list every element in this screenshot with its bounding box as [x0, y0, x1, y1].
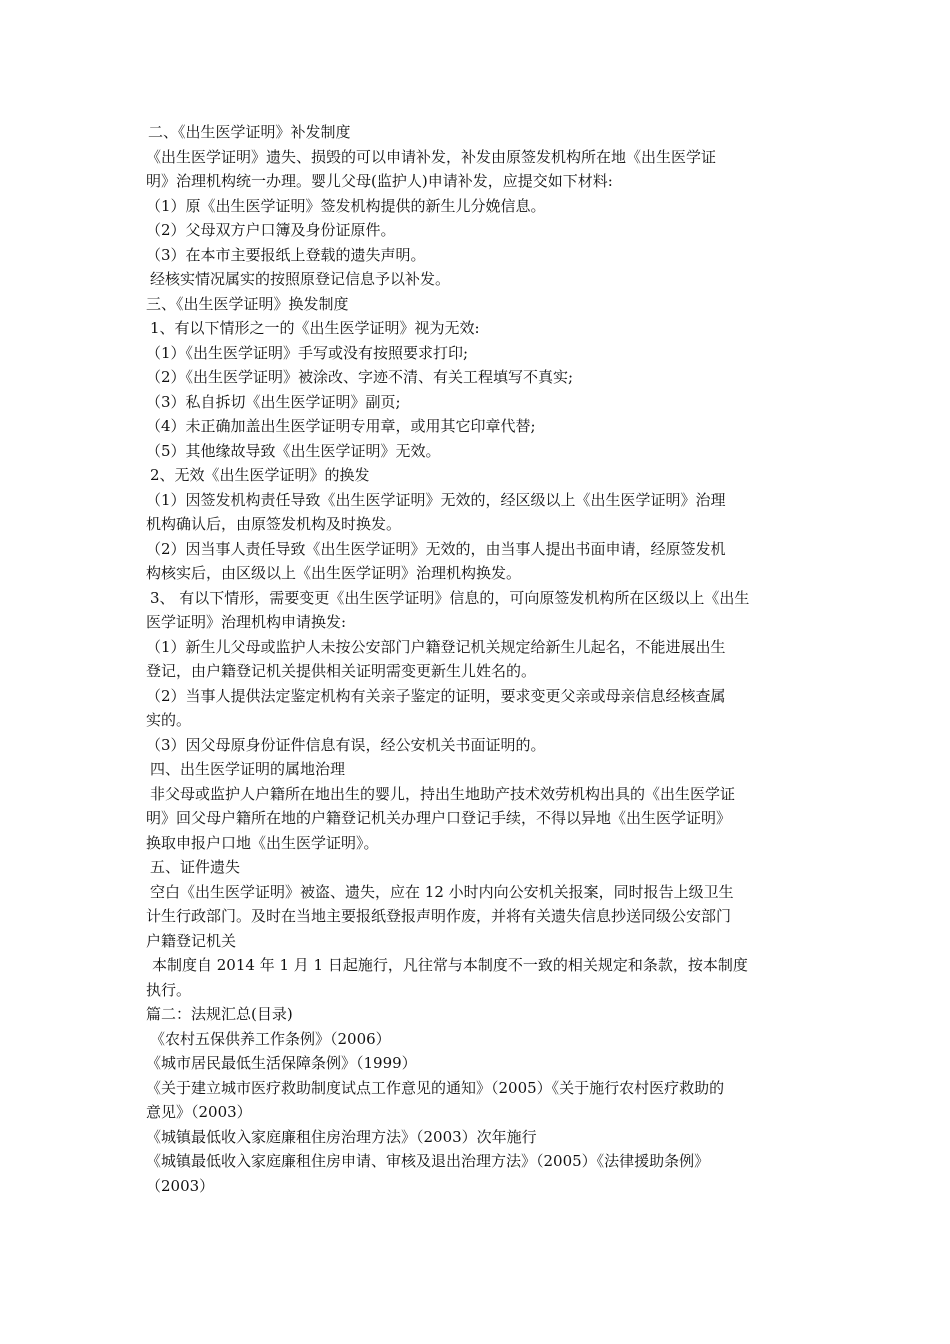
- subheading: 2、无效《出生医学证明》的换发: [150, 466, 370, 484]
- text-line: 实的。: [146, 711, 192, 729]
- text-line: 本制度自 2014 年 1 月 1 日起施行，凡往常与本制度不一致的相关规定和条款，按本制度: [152, 956, 748, 974]
- text-line: 登记，由户籍登记机关提供相关证明需变更新生儿姓名的。: [146, 662, 537, 680]
- list-item: （1）《出生医学证明》手写或没有按照要求打印;: [146, 343, 469, 362]
- section-heading-5: 五、证件遗失: [150, 858, 241, 876]
- text-line: 明》回父母户籍所在地的户籍登记机关办理户口登记手续，不得以异地《出生医学证明》: [146, 809, 732, 827]
- document-body: [146, 120, 810, 1198]
- section-heading-3: 三、《出生医学证明》换发制度: [146, 294, 349, 313]
- article-heading: 篇二：法规汇总(目录): [146, 1005, 293, 1023]
- list-item: （1）因签发机构责任导致《出生医学证明》无效的，经区级以上《出生医学证明》治理: [146, 490, 726, 509]
- list-item: （2）《出生医学证明》被涂改、字迹不清、有关工程填写不真实;: [146, 368, 574, 386]
- text-line: 医学证明》治理机构申请换发:: [146, 613, 347, 631]
- section-heading-4: 四、出生医学证明的属地治理: [150, 760, 346, 778]
- list-item: （3）因父母原身份证件信息有误，经公安机关书面证明的。: [146, 735, 546, 754]
- text-line: 换取申报户口地《出生医学证明》。: [146, 833, 379, 852]
- text-line: 《出生医学证明》遗失、损毁的可以申请补发，补发由原签发机构所在地《出生医学证: [146, 147, 717, 166]
- list-item: （2）因当事人责任导致《出生医学证明》无效的，由当事人提出书面申请，经原签发机: [146, 539, 726, 558]
- regulation-item: 《城市居民最低生活保障条例》（1999）: [146, 1054, 417, 1072]
- text-line: 执行。: [146, 980, 192, 999]
- text-line: 经核实情况属实的按照原登记信息予以补发。: [150, 270, 451, 288]
- subheading: 3、 有以下情形，需要变更《出生医学证明》信息的，可向原签发机构所在区级以上《出生: [150, 588, 750, 607]
- text-line: 计生行政部门。及时在当地主要报纸登报声明作废，并将有关遗失信息抄送同级公安部门: [146, 907, 732, 925]
- text-line: 空白《出生医学证明》被盗、遗失，应在 12 小时内向公安机关报案，同时报告上级卫生: [150, 882, 734, 901]
- text-line: 意见》（2003）: [146, 1103, 252, 1121]
- list-item: （3）在本市主要报纸上登载的遗失声明。: [146, 245, 426, 264]
- list-item: （5）其他缘故导致《出生医学证明》无效。: [146, 441, 441, 460]
- regulation-item: 《关于建立城市医疗救助制度试点工作意见的通知》（2005）《关于施行农村医疗救助的: [146, 1078, 725, 1097]
- list-item: （3）私自拆切《出生医学证明》副页;: [146, 392, 401, 411]
- list-item: （2）父母双方户口簿及身份证原件。: [146, 221, 396, 239]
- text-line: 户籍登记机关: [146, 931, 237, 950]
- section-heading-2: 二、《出生医学证明》补发制度: [148, 123, 351, 141]
- list-item: （2）当事人提供法定鉴定机构有关亲子鉴定的证明，要求变更父亲或母亲信息经核查属: [146, 686, 726, 705]
- regulation-item: 《城镇最低收入家庭廉租住房申请、审核及退出治理方法》（2005）《法律援助条例》: [146, 1152, 710, 1170]
- subheading: 1、有以下情形之一的《出生医学证明》视为无效:: [150, 319, 480, 337]
- text-line: 非父母或监护人户籍所在地出生的婴儿，持出生地助产技术效劳机构出具的《出生医学证: [150, 784, 736, 803]
- regulation-item: 《农村五保供养工作条例》（2006）: [150, 1029, 391, 1048]
- text-line: 构核实后，由区级以上《出生医学证明》治理机构换发。: [146, 564, 522, 582]
- list-item: （1）新生儿父母或监护人未按公安部门户籍登记机关规定给新生儿起名，不能进展出生: [146, 637, 726, 656]
- text-line: 机构确认后，由原签发机构及时换发。: [146, 515, 402, 533]
- list-item: （4）未正确加盖出生医学证明专用章，或用其它印章代替;: [146, 417, 536, 435]
- list-item: （1）原《出生医学证明》签发机构提供的新生儿分娩信息。: [146, 196, 546, 215]
- text-line: 明》治理机构统一办理。婴儿父母(监护人)申请补发，应提交如下材料:: [146, 172, 613, 190]
- regulation-item: 《城镇最低收入家庭廉租住房治理方法》（2003）次年施行: [146, 1127, 537, 1146]
- text-line: （2003）: [146, 1176, 215, 1195]
